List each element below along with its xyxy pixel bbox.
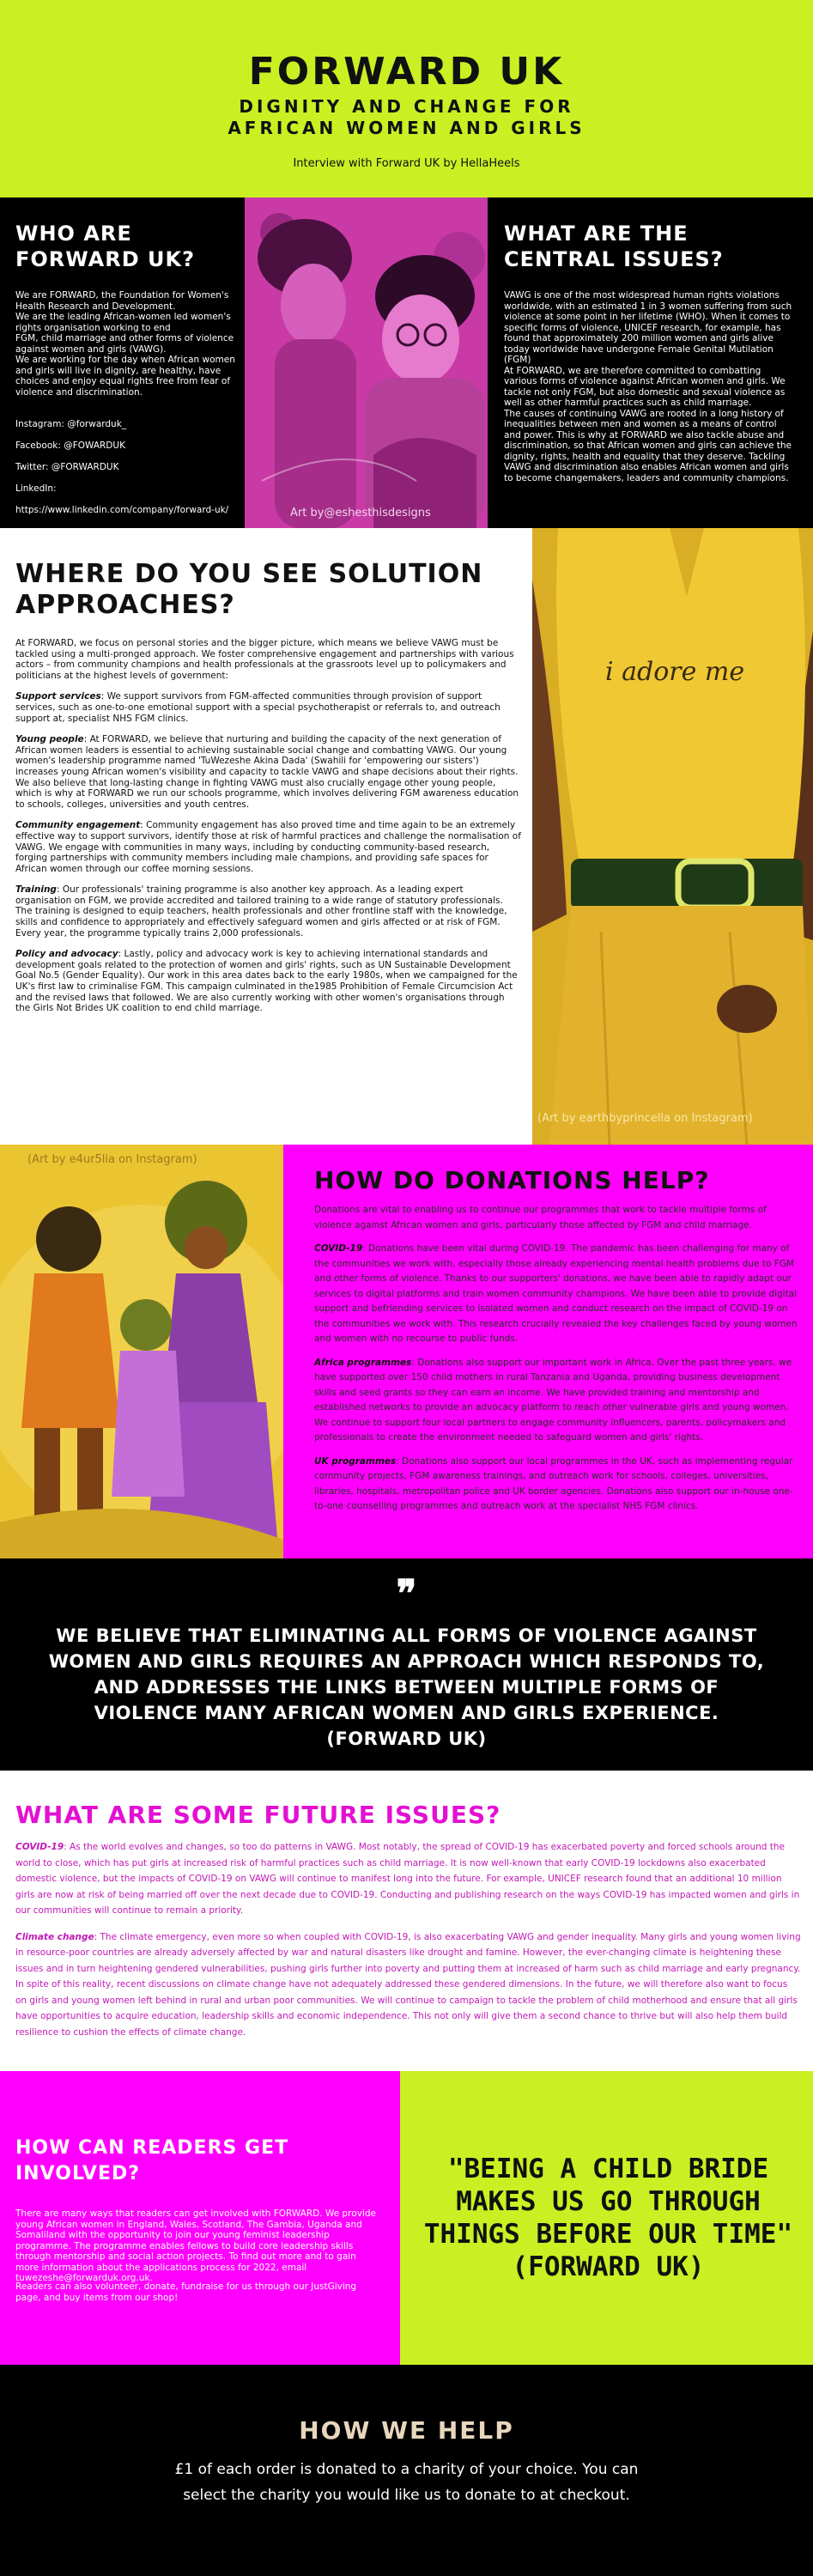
future-item-covid: COVID-19: As the world evolves and changes, so too do patterns in VAWG. Most notably, the spread of COVID-19 has exacerbated poverty and forced schools around the world to close, which has put girls at increased risk of harmful practices such as child marriage. It is now well-known that early COVID-19 lockdowns also exacerbated domestic violence, but the impacts of COVID-19 on VAWG will continue to manifest long into the future. For example, UNICEF research found that an additional 10 million girls are now at risk of being married off over the next decade due to COVID-19. Conducting and publishing research on the ways COVID-19 has impacted women and girls in our communities will continue to remain a priority. [15, 1842, 800, 1916]
quote-section [0, 1558, 813, 1771]
future-issues-section [0, 1771, 813, 2071]
illustration-women-portrait-svg [245, 197, 488, 528]
social-list [15, 408, 240, 515]
future-body [15, 1839, 801, 2050]
central-heading: WHAT ARE THE CENTRAL ISSUES? [504, 222, 724, 271]
donations-panel [314, 1166, 799, 1523]
central-body: VAWG is one of the most widespread human rights violations worldwide, with an estimated 1 in 3 women suffering from such violence at some point in her lifetime (WHO). When it comes to specific forms of violence, UNICEF research, for example, has found that approximately 200 million women and girls alive today worldwide have undergone Female Genital Mutilation (FGM) At FORWARD, we are therefore committed to combatting various forms of violence against African women and girls. We tackle not only FGM, but also domestic and sexual violence as well as other harmful practices such as child marriage. The causes of continuing VAWG are rooted in a long history of inequalities between men and women as a means of control and power. This is why at FORWARD we also tackle abuse and discrimination, so that African women and girls can achieve the dignity, rights, health and equality that they deserve. Tackling VAWG and discrimination also enables African women and girls to become changemakers, leaders and community champions. [504, 290, 792, 483]
donations-item-uk: UK programmes: Donations also support our local programmes in the UK, such as implementing regular community projects, FGM awareness trainings, and outreach work for schools, colleges, universities, libraries, hospitals, metropolitan police and UK border agencies. Donations also support our in-house one-to-one counselling programmes and outreach work at the specialist NHS FGM clinics. [314, 1455, 793, 1511]
get-involved-volunteer: Readers can also volunteer, donate, fundraise for us through our JustGiving page, and buy items from our shop! [15, 2281, 357, 2303]
solutions-item-community: Community engagement: Community engagement has also proved time and time again to be an extremely effective way to support survivors, identify those at risk of harmful practices and challenge the normalisation of VAWG. We engage with communities in many ways, including by conducting community-based research, forging partnerships with community members including male champions, and providing safe spaces for African women through our coffee morning sessions. [15, 820, 521, 874]
interview-subtitle: Interview with Forward UK by HellaHeels [293, 157, 520, 170]
solutions-item-policy: Policy and advocacy: Lastly, policy and advocacy work is key to achieving international standards and development goals related to the protection of women and girls' rights, such as UN Sustainable Development Goal No.5 (Gender Equality). Our work in this area dates back to the early 1980s, when we campaigned for the UK's first law to criminalise FGM. This campaign culminated in the1985 Prohibition of Female Circumcision Act and the revised laws that followed. We are also currently working with other women's organisations through the Girls Not Brides UK coalition to end child marriage. [15, 949, 518, 1014]
child-bride-quote: "BEING A CHILD BRIDE MAKES US GO THROUGH THINGS BEFORE OUR TIME" (FORWARD UK) [423, 2154, 793, 2282]
art1-credit: Art by@eshesthisdesigns [290, 507, 431, 519]
instagram-handle[interactable]: Instagram: @forwarduk_ [15, 418, 127, 429]
solutions-item-training: Training: Our professionals' training programme is also another key approach. As a leading expert organisation on FGM, we provide accredited and tailored training to a wide range of statutory professionals. The training is designed to equip teachers, health professionals and other frontline staff with the knowledge, skills and confidence to appropriately and effectively safeguard women and girls affected or at risk of FGM. Every year, the programme typically trains 2,000 professionals. [15, 884, 507, 939]
linkedin-link[interactable]: https://www.linkedin.com/company/forward-uk/ [15, 504, 229, 515]
donations-section [0, 1145, 813, 1558]
solutions-item-support: Support services: We support survivors from FGM-affected communities through provision of support services, such as one-to-one emotional support with a special psychotherapist or referrals to, and outreach support at, specialist NHS FGM clinics. [15, 691, 501, 724]
quote-mark-icon: ❞ [396, 1572, 417, 1616]
who-heading: WHO ARE FORWARD UK? [15, 222, 196, 271]
get-involved-section [0, 2071, 813, 2365]
donations-intro: Donations are vital to enabling us to continue our programmes that work to tackle multiple forms of violence against African women and girls, particularly those affected by FGM and child marriage. [314, 1205, 767, 1230]
brand-title: FORWARD UK [248, 50, 565, 94]
future-heading: WHAT ARE SOME FUTURE ISSUES? [15, 1801, 501, 1829]
how-we-help-body: £1 of each order is donated to a charity of your choice. You can select the charity you would like us to donate to at checkout. [174, 2461, 639, 2504]
who-panel [15, 221, 240, 515]
art3-credit: (Art by e4ur5lia on Instagram) [27, 1153, 197, 1166]
twitter-handle[interactable]: Twitter: @FORWARDUK [15, 461, 119, 472]
solutions-heading: WHERE DO YOU SEE SOLUTION APPROACHES? [15, 559, 483, 620]
tagline [0, 96, 813, 139]
future-item-climate: Climate change: The climate emergency, even more so when coupled with COVID-19, is also exacerbating VAWG and gender inequality. Many girls and young women living in resource-poor countries are already adversely affected by war and natural disasters like drought and famine. However, the ever-changing climate is heightening these issues and in turn heightening gendered vulnerabilities, pushing girls further into poverty and putting them at increased of harm such as child marriage and early pregnancy. In spite of this reality, recent discussions on climate change have not adequately addressed these gendered dimensions. In the future, we will therefore also want to focus on girls and young women left behind in rural and urban poor communities. We will continue to campaign to tackle the problem of child motherhood and ensure that all girls have opportunities to acquire education, leadership skills and economic independence. This not only will give them a second chance to thrive but will also help them build resilience to cushion the effects of climate change. [15, 1931, 801, 2038]
illustration-dancing-women [0, 1145, 283, 1558]
who-body: We are FORWARD, the Foundation for Women's Health Research and Development. We are the leading African-women led women's rights organisation working to end FGM, child marriage and other forms of violence against women and girls (VAWG). We are working for the day when African women and girls will live in dignity, are healthy, have choices and enjoy equal rights free from fear of violence and discrimination. [15, 290, 235, 398]
page-header [0, 0, 813, 197]
donations-item-covid: COVID-19: Donations have been vital during COVID-19. The pandemic has been challenging for many of the communities we work with, especially those already experiencing mental health problems due to FGM and other forms of violence. Thanks to our supporters' donations, we have been able to rapidly adapt our services to digital platforms and train women community champions. We have been able to provide digital support and befriending services to isolated women and conduct research on the impact of COVID-19 on the communities we work with. This research crucially revealed the key challenges faced by young women and women with no recourse to public funds. [314, 1243, 798, 1344]
get-involved-body: There are many ways that readers can get involved with FORWARD. We provide young African women in England, Wales, Scotland, The Gambia, Uganda and Somaliland with the opportunity to join our young feminist leadership programme. The programme enables fellows to build core leadership skills through mentorship and social action projects. To find out more and to gain more information about the applications process for 2022, email tuwezeshe@forwarduk.org.uk. [15, 2208, 376, 2283]
solutions-item-young-people: Young people: At FORWARD, we believe that nurturing and building the capacity of the next generation of African women leaders is essential to achieving sustainable social change and combatting VAWG. Our young women's leadership programme named 'TuWezeshe Akina Dada' (Swahili for 'empowering our sisters') increases young African women's visibility and capacity to tackle VAWG and shape decisions about their rights. We also believe that long-lasting change in fighting VAWG must also crucially engage other young people, which is why at FORWARD we run our schools programme, which involves delivering FGM awareness education to schools, colleges, universities and youth centres. [15, 734, 519, 810]
get-involved-panel [0, 2071, 400, 2365]
solutions-section [0, 528, 813, 1145]
illustration-dancing-women-svg [0, 1145, 283, 1558]
how-we-help-heading: HOW WE HELP [299, 2416, 514, 2445]
how-we-help-section [0, 2365, 813, 2576]
donations-heading: HOW DO DONATIONS HELP? [314, 1166, 710, 1194]
illustration-yellow-shirt [532, 528, 813, 1145]
intro-section [0, 197, 813, 528]
quote-text: WE BELIEVE THAT ELIMINATING ALL FORMS OF VIOLENCE AGAINST WOMEN AND GIRLS REQUIRES AN APPROACH WHICH RESPONDS TO, AND ADDRESSES THE LINKS BETWEEN MULTIPLE FORMS OF VIOLENCE MANY AFRICAN WOMEN AND GIRLS EXPERIENCE. (FORWARD UK) [48, 1625, 765, 1749]
illustration-yellow-shirt-svg [532, 528, 813, 1145]
shirt-lettering: i adore me [605, 657, 745, 687]
art2-credit: (Art by earthbyprincella on Instagram) [537, 1112, 753, 1125]
linkedin-label: LinkedIn: [15, 483, 57, 494]
tagline-line-1: DIGNITY AND CHANGE FOR [239, 96, 574, 117]
illustration-women-portrait [245, 197, 488, 528]
solutions-panel [15, 559, 522, 1024]
donations-item-africa: Africa programmes: Donations also support our important work in Africa. Over the past three years, we have supported over 150 child mothers in rural Tanzania and Uganda, providing business development skills and seed grants so they can earn an income. We have provided training and mentorship and established networks to provide an advocacy platform to reach other vulnerable girls and young women. We continue to support four local partners to engage community influencers, parents, policymakers and professionals to create the environment needed to safeguard women and girls' rights. [314, 1357, 792, 1443]
solutions-intro: At FORWARD, we focus on personal stories and the bigger picture, which means we believe VAWG must be tackled using a multi-pronged approach. We foster comprehensive engagement and partnerships with various actors – from community champions and health professionals at the grassroots level up to policymakers and politicians at the highest levels of government: [15, 638, 514, 681]
get-involved-heading: HOW CAN READERS GET INVOLVED? [15, 2137, 289, 2184]
central-issues-panel [504, 221, 796, 483]
facebook-handle[interactable]: Facebook: @FOWARDUK [15, 440, 125, 451]
tagline-line-2: AFRICAN WOMEN AND GIRLS [228, 118, 585, 138]
